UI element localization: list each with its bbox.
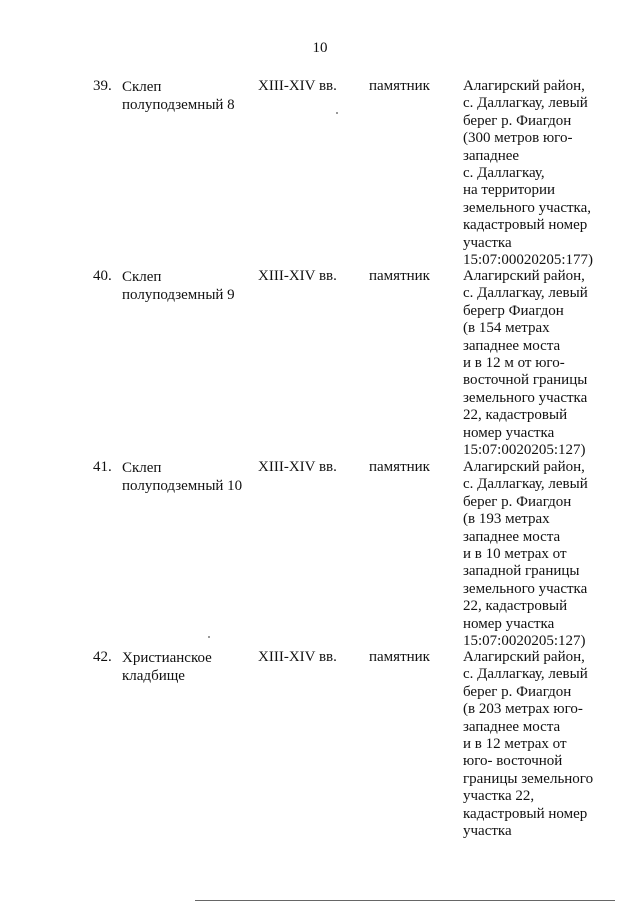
- location-line: номер участка: [463, 424, 555, 441]
- monument-category: памятник: [369, 459, 430, 475]
- monument-name: Склеп полуподземный 9: [122, 269, 235, 303]
- location-line: на территории: [463, 182, 556, 199]
- location-line: западнее моста: [463, 718, 561, 735]
- entry-number: 42.: [93, 649, 112, 665]
- location-line: земельного участка: [463, 580, 588, 597]
- location-line: берег р. Фиагдон: [463, 493, 572, 510]
- location-line: 15:07:00020205:177): [463, 252, 593, 269]
- location-line: 22, кадастровый: [463, 407, 568, 424]
- page-number: 10: [312, 40, 328, 56]
- monument-location: [463, 268, 613, 459]
- location-line: восточной границы: [463, 372, 588, 389]
- location-line: участка: [463, 823, 512, 840]
- monument-location: [463, 459, 613, 650]
- monument-location: [463, 649, 613, 840]
- location-line: и в 10 метрах от: [463, 546, 567, 563]
- location-line: участка 22,: [463, 788, 535, 805]
- location-line: с. Даллагкау, левый: [463, 666, 588, 683]
- location-line: берегр Фиагдон: [463, 302, 564, 319]
- entry-number: 41.: [93, 459, 112, 475]
- location-line: 22, кадастровый: [463, 598, 568, 615]
- location-line: 15:07:0020205:127): [463, 633, 586, 650]
- location-line: (в 203 метрах юго-: [463, 701, 583, 718]
- location-line: кадастровый номер: [463, 805, 588, 822]
- monument-period: XIII-XIV вв.: [258, 268, 337, 284]
- monument-category: памятник: [369, 78, 430, 94]
- location-line: земельного участка: [463, 389, 588, 406]
- location-line: западнее моста: [463, 528, 561, 545]
- monument-category: памятник: [369, 268, 430, 284]
- location-line: (300 метров юго-: [463, 130, 573, 147]
- location-line: номер участка: [463, 615, 555, 632]
- entry-number: 39.: [93, 78, 112, 94]
- location-line: берег р. Фиагдон: [463, 112, 572, 129]
- monument-location: [463, 78, 613, 269]
- scan-speck: [208, 636, 210, 638]
- entry-number: 40.: [93, 268, 112, 284]
- monument-name: Склеп полуподземный 10: [122, 460, 243, 494]
- location-line: Алагирский район,: [463, 78, 585, 94]
- monument-period: XIII-XIV вв.: [258, 78, 337, 94]
- monument-period: XIII-XIV вв.: [258, 649, 337, 665]
- monument-name: Христианское кладбище: [122, 650, 212, 684]
- location-line: и в 12 м от юго-: [463, 355, 565, 372]
- location-line: 15:07:0020205:127): [463, 442, 586, 459]
- location-line: участка: [463, 234, 512, 251]
- location-line: западной границы: [463, 563, 580, 580]
- monument-name: Склеп полуподземный 8: [122, 79, 235, 113]
- location-line: западнее: [463, 147, 520, 164]
- location-line: (в 154 метрах: [463, 320, 550, 337]
- location-line: юго- восточной: [463, 753, 563, 770]
- location-line: земельного участка,: [463, 199, 591, 216]
- scan-edge-line: [195, 900, 615, 901]
- location-line: с. Даллагкау,: [463, 165, 545, 182]
- location-line: (в 193 метрах: [463, 511, 550, 528]
- location-line: с. Даллагкау, левый: [463, 285, 588, 302]
- monument-category: памятник: [369, 649, 430, 665]
- location-line: берег р. Фиагдон: [463, 683, 572, 700]
- location-line: Алагирский район,: [463, 268, 585, 284]
- location-line: с. Даллагкау, левый: [463, 476, 588, 493]
- location-line: кадастровый номер: [463, 217, 588, 234]
- location-line: Алагирский район,: [463, 459, 585, 475]
- location-line: и в 12 метрах от: [463, 736, 567, 753]
- location-line: с. Даллагкау, левый: [463, 95, 588, 112]
- scan-speck: [336, 112, 338, 114]
- monument-period: XIII-XIV вв.: [258, 459, 337, 475]
- location-line: западнее моста: [463, 337, 561, 354]
- location-line: границы земельного: [463, 770, 594, 787]
- location-line: Алагирский район,: [463, 649, 585, 665]
